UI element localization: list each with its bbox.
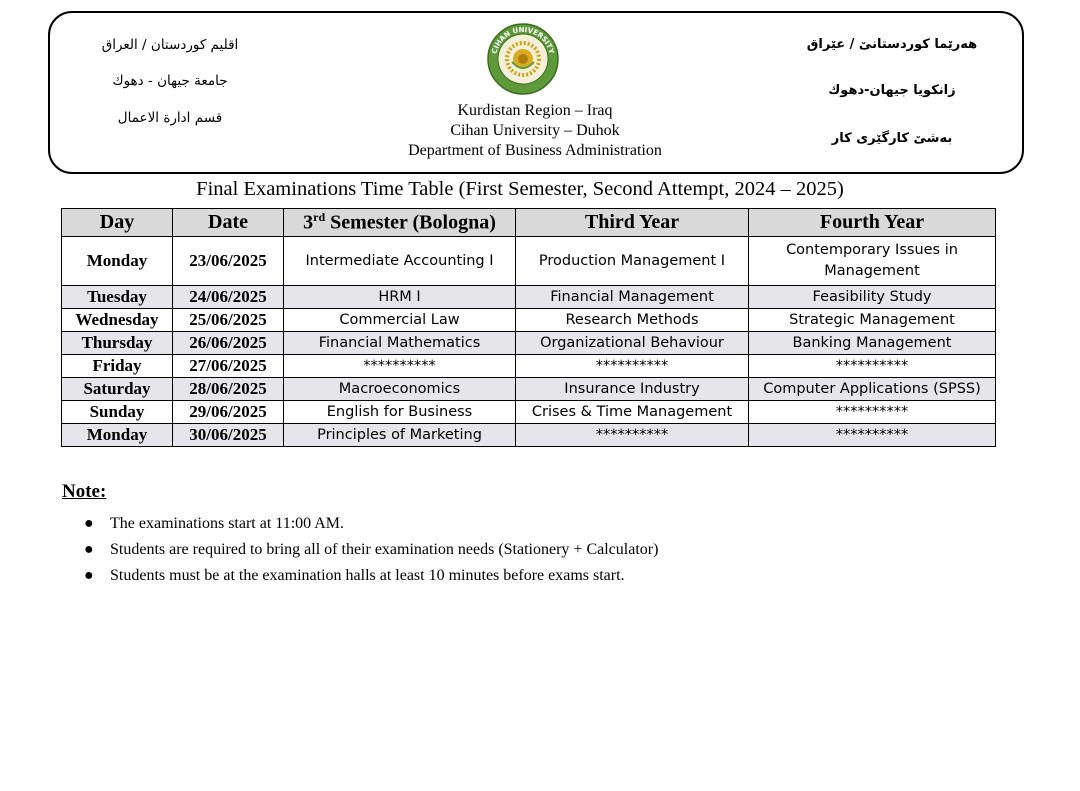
fourth-year-cell: ********** bbox=[749, 355, 996, 378]
third-year-cell: Organizational Behaviour bbox=[516, 332, 749, 355]
third-year-cell: Crises & Time Management bbox=[516, 401, 749, 424]
third-year-cell: ********** bbox=[516, 355, 749, 378]
third-year-cell: Research Methods bbox=[516, 309, 749, 332]
day-cell: Sunday bbox=[62, 401, 173, 424]
table-row bbox=[62, 401, 996, 424]
arabic-region-text: اقليم كوردستان / العراق bbox=[101, 37, 239, 53]
kurdish-department-text: بەشێ كارگێری كار bbox=[831, 131, 953, 146]
note-heading: Note: bbox=[62, 481, 107, 502]
day-cell: Monday bbox=[62, 237, 173, 286]
fourth-year-cell: Strategic Management bbox=[749, 309, 996, 332]
note-text: Students are required to bring all of their examination needs (Stationery + Calculator) bbox=[110, 541, 659, 558]
table-row bbox=[62, 378, 996, 401]
list-item bbox=[84, 537, 659, 563]
day-cell: Saturday bbox=[62, 378, 173, 401]
3rd-semester-cell: Principles of Marketing bbox=[284, 424, 516, 447]
date-cell: 27/06/2025 bbox=[173, 355, 284, 378]
region-line: Kurdistan Region – Iraq bbox=[457, 102, 613, 119]
date-cell: 23/06/2025 bbox=[173, 237, 284, 286]
3rd-semester-cell: Macroeconomics bbox=[284, 378, 516, 401]
table-row bbox=[62, 309, 996, 332]
list-item bbox=[84, 563, 658, 589]
notes-list bbox=[62, 511, 658, 589]
arabic-department-text: قسم ادارة الاعمال bbox=[117, 110, 223, 126]
table-row bbox=[62, 355, 996, 378]
kurdish-university-text: زانكويا جيهان-دهوك bbox=[828, 83, 956, 98]
date-cell: 26/06/2025 bbox=[173, 332, 284, 355]
department-line: Department of Business Administration bbox=[408, 142, 662, 159]
3rd-semester-cell: Intermediate Accounting I bbox=[284, 237, 516, 286]
header-day: Day bbox=[62, 209, 173, 237]
fourth-year-cell: ********** bbox=[749, 424, 996, 447]
header-fourth-year: Fourth Year bbox=[749, 209, 996, 237]
day-cell: Friday bbox=[62, 355, 173, 378]
kurdish-region-text: هەرێما كوردستانێ / عێراق bbox=[806, 37, 978, 52]
note-text: The examinations start at 11:00 AM. bbox=[110, 515, 345, 532]
fourth-year-cell: Computer Applications (SPSS) bbox=[749, 378, 996, 401]
day-cell: Tuesday bbox=[62, 286, 173, 309]
arabic-university-text: جامعة جيهان - دهوك bbox=[112, 73, 228, 89]
date-cell: 24/06/2025 bbox=[173, 286, 284, 309]
table-row bbox=[62, 424, 996, 447]
fourth-year-cell: Banking Management bbox=[749, 332, 996, 355]
third-year-cell: Insurance Industry bbox=[516, 378, 749, 401]
university-logo bbox=[486, 22, 560, 96]
table-row bbox=[62, 332, 996, 355]
day-cell: Wednesday bbox=[62, 309, 173, 332]
timetable-title: Final Examinations Time Table (First Semester, Second Attempt, 2024 – 2025) bbox=[196, 178, 844, 200]
exam-timetable bbox=[61, 208, 996, 447]
list-item bbox=[84, 511, 658, 537]
header-date: Date bbox=[173, 209, 284, 237]
bullet-icon: ● bbox=[84, 541, 94, 558]
date-cell: 28/06/2025 bbox=[173, 378, 284, 401]
university-line: Cihan University – Duhok bbox=[450, 122, 620, 139]
3rd-semester-cell: English for Business bbox=[284, 401, 516, 424]
third-year-cell: ********** bbox=[516, 424, 749, 447]
fourth-year-cell: Contemporary Issues in Management bbox=[749, 237, 996, 286]
date-cell: 25/06/2025 bbox=[173, 309, 284, 332]
3rd-semester-cell: HRM I bbox=[284, 286, 516, 309]
3rd-semester-cell: ********** bbox=[284, 355, 516, 378]
third-year-cell: Production Management I bbox=[516, 237, 749, 286]
bullet-icon: ● bbox=[84, 515, 94, 532]
header-third-year: Third Year bbox=[516, 209, 749, 237]
table-row bbox=[62, 237, 996, 286]
date-cell: 30/06/2025 bbox=[173, 424, 284, 447]
day-cell: Thursday bbox=[62, 332, 173, 355]
header-3rd-semester: 3rd Semester (Bologna) bbox=[284, 209, 516, 237]
table-row bbox=[62, 286, 996, 309]
date-cell: 29/06/2025 bbox=[173, 401, 284, 424]
table-header-row bbox=[62, 209, 996, 237]
3rd-semester-cell: Commercial Law bbox=[284, 309, 516, 332]
english-address bbox=[350, 101, 720, 161]
bullet-icon: ● bbox=[84, 567, 94, 584]
note-text: Students must be at the examination halls at least 10 minutes before exams start. bbox=[110, 567, 625, 584]
day-cell: Monday bbox=[62, 424, 173, 447]
fourth-year-cell: Feasibility Study bbox=[749, 286, 996, 309]
fourth-year-cell: ********** bbox=[749, 401, 996, 424]
svg-text:CIHAN UNIVERSITY: CIHAN UNIVERSITY bbox=[490, 25, 556, 55]
third-year-cell: Financial Management bbox=[516, 286, 749, 309]
3rd-semester-cell: Financial Mathematics bbox=[284, 332, 516, 355]
letterhead bbox=[48, 11, 1024, 174]
